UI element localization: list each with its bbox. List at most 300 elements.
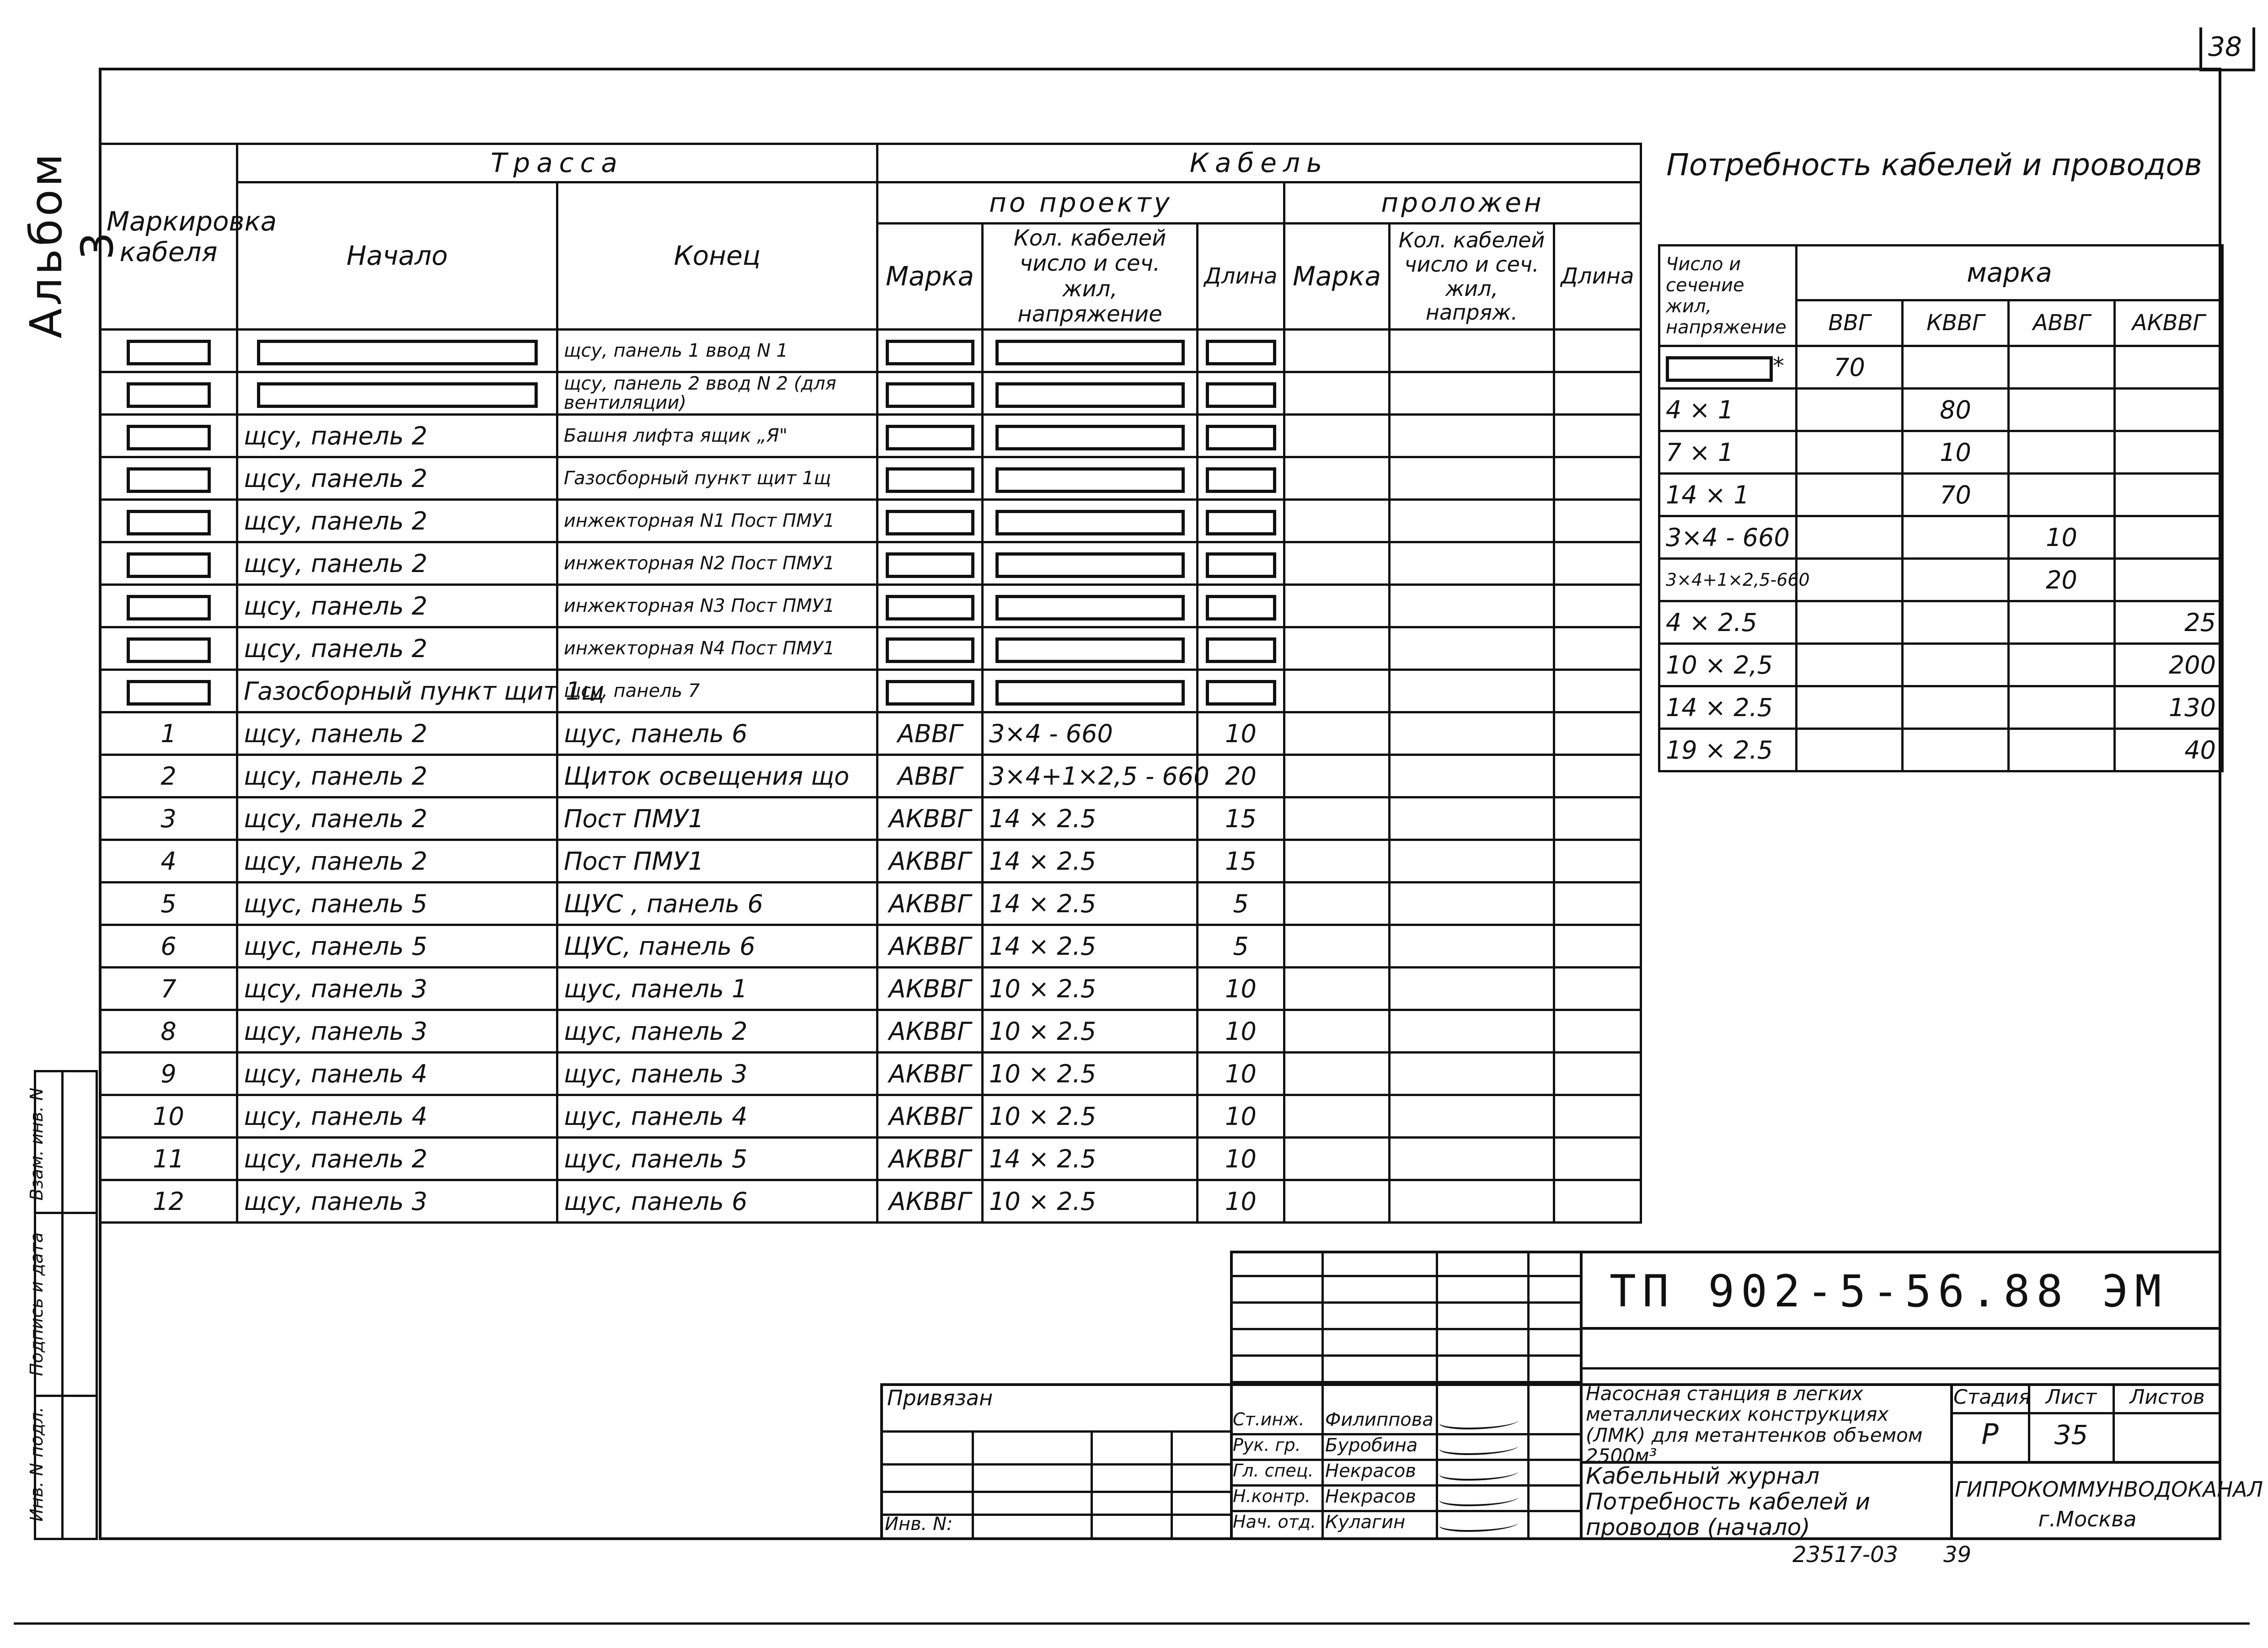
cell-length: 10 [1198, 1010, 1284, 1053]
cell-length-laid [1554, 670, 1641, 712]
cell-end: щус, панель 2 [557, 1010, 877, 1053]
cell-start-box [237, 372, 557, 415]
col-brand-laid: Марка [1284, 224, 1390, 330]
cell-start: щсу, панель 2 [237, 415, 557, 457]
cell-end: ЩУС , панель 6 [557, 883, 877, 925]
cell-mark-box [100, 627, 237, 670]
cell-length-box [1198, 500, 1284, 542]
cell-brand-laid [1284, 1180, 1390, 1223]
cell-length: 15 [1198, 797, 1284, 840]
cable-journal-table [99, 143, 1642, 1224]
cell-length-laid [1554, 925, 1641, 968]
table-row [100, 840, 1641, 883]
table-row [100, 670, 1641, 712]
cell-mark: 4 [100, 840, 237, 883]
cell-length-laid [1554, 585, 1641, 627]
cell-size-box [983, 542, 1198, 585]
blank-box [995, 637, 1185, 663]
sheet-label: Лист [2045, 1386, 2097, 1409]
blank-box [995, 340, 1185, 365]
cell-brand-laid [1284, 372, 1390, 415]
cell-end: щус, панель 6 [557, 1180, 877, 1223]
demand-cell-value [1903, 644, 2009, 686]
blank-box [886, 680, 974, 706]
demand-cell-value [1797, 474, 1903, 516]
table-row [100, 755, 1641, 797]
cell-brand-laid [1284, 1053, 1390, 1095]
col-marking: Маркировка кабеля [100, 144, 237, 330]
demand-cell-value [1797, 559, 1903, 601]
cell-size: 14 × 2.5 [983, 840, 1198, 883]
demand-cell-spec: 19 × 2.5 [1659, 729, 1797, 771]
blank-box [127, 510, 211, 535]
demand-cell-spec: 4 × 1 [1659, 389, 1797, 431]
cell-brand-laid [1284, 627, 1390, 670]
col-count-section-laid: Кол. кабелей число и сеч. жил, напряж. [1390, 224, 1554, 330]
blank-box [886, 340, 974, 365]
col-cable: Кабель [877, 144, 1641, 182]
project-title: Насосная станция в легких металлических конструкциях (ЛМК) для метантенков объемом 2500м³ [1586, 1382, 1923, 1467]
cell-length: 10 [1198, 1180, 1284, 1223]
cell-length-laid [1554, 457, 1641, 500]
blank-box [886, 552, 974, 578]
cell-start: щус, панель 5 [237, 925, 557, 968]
demand-col-brand: марка [1797, 246, 2223, 300]
cell-start: щсу, панель 2 [237, 542, 557, 585]
cell-length: 10 [1198, 1053, 1284, 1095]
cell-size: 3×4+1×2,5 - 660 [983, 755, 1198, 797]
cell-size-laid [1390, 585, 1554, 627]
table-row [100, 542, 1641, 585]
demand-cell-value [1903, 729, 2009, 771]
demand-cell-spec [1659, 346, 1797, 389]
org-name: ГИПРОКОММУНВОДОКАНАЛ [1955, 1477, 2263, 1502]
cell-length-box [1198, 415, 1284, 457]
demand-brand-akvvg: АКВВГ [2115, 300, 2223, 346]
cell-brand: АКВВГ [877, 1138, 983, 1180]
cell-length-laid [1554, 712, 1641, 755]
cell-start: щсу, панель 2 [237, 457, 557, 500]
cell-size-box [983, 585, 1198, 627]
demand-cell-value [2009, 431, 2115, 474]
cell-start: щсу, панель 4 [237, 1095, 557, 1138]
demand-cell-value [2009, 686, 2115, 729]
cell-mark-box [100, 500, 237, 542]
cell-size: 3×4 - 660 [983, 712, 1198, 755]
demand-row [1659, 686, 2223, 729]
demand-cell-value: 25 [2115, 601, 2223, 644]
cell-brand-laid [1284, 797, 1390, 840]
cell-length-laid [1554, 840, 1641, 883]
doc-title: Кабельный журнал Потребность кабелей и проводов (начало) [1586, 1463, 1870, 1541]
cell-length: 15 [1198, 840, 1284, 883]
table-row [100, 372, 1641, 415]
table-row [100, 457, 1641, 500]
cell-size-laid [1390, 627, 1554, 670]
cell-length: 10 [1198, 968, 1284, 1010]
cell-size: 14 × 2.5 [983, 883, 1198, 925]
cell-mark: 8 [100, 1010, 237, 1053]
table-row [100, 797, 1641, 840]
cell-size-laid [1390, 500, 1554, 542]
demand-cell-value [1797, 516, 1903, 559]
table-row [100, 627, 1641, 670]
col-laid: проложен [1284, 182, 1641, 224]
cell-mark: 1 [100, 712, 237, 755]
cell-mark: 11 [100, 1138, 237, 1180]
table-row [100, 1180, 1641, 1223]
table-row [100, 712, 1641, 755]
cell-length-laid [1554, 755, 1641, 797]
demand-row [1659, 431, 2223, 474]
role-name: Кулагин [1325, 1512, 1406, 1533]
cell-brand-laid [1284, 755, 1390, 797]
demand-cell-value [1903, 559, 2009, 601]
sheet-number: 38 [2208, 31, 2242, 62]
role-name: Буробина [1325, 1435, 1418, 1456]
doc-code: ТП 902-5-56.88 ЭМ [1610, 1266, 2168, 1317]
role-label: Ст.инж. [1233, 1409, 1305, 1429]
cell-start: щсу, панель 3 [237, 1010, 557, 1053]
cell-size-laid [1390, 1095, 1554, 1138]
cell-length-laid [1554, 415, 1641, 457]
table-row [100, 330, 1641, 372]
cell-length-box [1198, 372, 1284, 415]
role-name: Некрасов [1325, 1461, 1416, 1482]
demand-cell-value [2009, 474, 2115, 516]
org-city: г.Москва [2038, 1507, 2137, 1531]
cell-mark-box [100, 330, 237, 372]
cell-length: 5 [1198, 883, 1284, 925]
cell-brand: АВВГ [877, 712, 983, 755]
blank-box [886, 510, 974, 535]
cell-end: щсу, панель 7 [557, 670, 877, 712]
side-stamp-inv-replace: Взам. инв. N [27, 1087, 47, 1201]
cell-start: щсу, панель 2 [237, 1138, 557, 1180]
blank-box [995, 552, 1185, 578]
demand-brand-avvg: АВВГ [2009, 300, 2115, 346]
cell-mark-box [100, 372, 237, 415]
cell-brand-laid [1284, 840, 1390, 883]
demand-row [1659, 474, 2223, 516]
demand-row [1659, 516, 2223, 559]
bound-label: Привязан [887, 1386, 993, 1410]
cell-length-box [1198, 627, 1284, 670]
cell-end: Пост ПМУ1 [557, 840, 877, 883]
cell-length-laid [1554, 542, 1641, 585]
table-row [100, 925, 1641, 968]
cell-length-laid [1554, 627, 1641, 670]
cell-brand-laid [1284, 415, 1390, 457]
table-row [100, 883, 1641, 925]
cell-size-laid [1390, 457, 1554, 500]
cell-brand: АКВВГ [877, 1053, 983, 1095]
demand-cell-value [2009, 729, 2115, 771]
stage-label: Стадия [1953, 1386, 2031, 1409]
cell-brand: АВВГ [877, 755, 983, 797]
demand-cell-value [1797, 686, 1903, 729]
cell-start: щсу, панель 2 [237, 627, 557, 670]
demand-row [1659, 644, 2223, 686]
cell-size-box [983, 500, 1198, 542]
cell-mark-box [100, 457, 237, 500]
cell-mark: 3 [100, 797, 237, 840]
blank-box [1206, 595, 1276, 621]
cell-brand-laid [1284, 330, 1390, 372]
album-label: Альбом 3 [21, 151, 123, 338]
cell-end: Пост ПМУ1 [557, 797, 877, 840]
blank-box [1206, 680, 1276, 706]
cell-brand-laid [1284, 585, 1390, 627]
cell-end: щус, панель 3 [557, 1053, 877, 1095]
cell-brand-laid [1284, 457, 1390, 500]
cell-size-laid [1390, 840, 1554, 883]
cell-brand-box [877, 542, 983, 585]
cell-mark-box [100, 542, 237, 585]
cell-end: щсу, панель 2 ввод N 2 (для вентиляции) [557, 372, 877, 415]
cell-size-laid [1390, 925, 1554, 968]
demand-cell-value [1797, 644, 1903, 686]
cell-length-laid [1554, 1053, 1641, 1095]
cell-brand-laid [1284, 968, 1390, 1010]
inv-label: Инв. N: [885, 1514, 953, 1535]
demand-row [1659, 729, 2223, 771]
demand-cell-value [1797, 729, 1903, 771]
demand-brand-kvvg: КВВГ [1903, 300, 2009, 346]
cell-mark-box [100, 670, 237, 712]
cell-size-laid [1390, 1053, 1554, 1095]
demand-row [1659, 389, 2223, 431]
cell-mark: 12 [100, 1180, 237, 1223]
cell-end: инжекторная N4 Пост ПМУ1 [557, 627, 877, 670]
demand-cell-value: 70 [1903, 474, 2009, 516]
demand-cell-value: 70 [1797, 346, 1903, 389]
demand-cell-value: 10 [1903, 431, 2009, 474]
cell-start: щсу, панель 2 [237, 840, 557, 883]
demand-cell-spec: 7 × 1 [1659, 431, 1797, 474]
cell-size-laid [1390, 797, 1554, 840]
cell-length-laid [1554, 1180, 1641, 1223]
demand-title: Потребность кабелей и проводов [1666, 147, 2202, 182]
cell-length-laid [1554, 1138, 1641, 1180]
demand-cell-spec: 3×4 - 660 [1659, 516, 1797, 559]
cell-size: 14 × 2.5 [983, 797, 1198, 840]
blank-box [995, 425, 1185, 450]
role-label: Рук. гр. [1233, 1435, 1301, 1455]
demand-row [1659, 559, 2223, 601]
cell-length-box [1198, 542, 1284, 585]
cell-size: 10 × 2.5 [983, 1053, 1198, 1095]
col-start: Начало [237, 182, 557, 330]
demand-cell-value [1903, 346, 2009, 389]
demand-cell-spec: 4 × 2.5 [1659, 601, 1797, 644]
blank-box [257, 382, 538, 408]
cell-brand-box [877, 330, 983, 372]
cell-start: щсу, панель 2 [237, 755, 557, 797]
blank-box [1206, 425, 1276, 450]
demand-cell-value: 200 [2115, 644, 2223, 686]
cell-size-box [983, 627, 1198, 670]
cell-size-box [983, 457, 1198, 500]
cell-end: Башня лифта ящик „Я" [557, 415, 877, 457]
demand-cell-value: 80 [1903, 389, 2009, 431]
demand-cell-spec: 14 × 2.5 [1659, 686, 1797, 729]
cell-start: щсу, панель 2 [237, 797, 557, 840]
cell-length-laid [1554, 968, 1641, 1010]
cell-brand-laid [1284, 542, 1390, 585]
table-row [100, 1010, 1641, 1053]
cell-brand-box [877, 415, 983, 457]
demand-cell-value [2009, 644, 2115, 686]
cell-brand-laid [1284, 670, 1390, 712]
blank-box [1206, 340, 1276, 365]
role-label: Нач. отд. [1233, 1512, 1316, 1532]
cell-size-laid [1390, 1138, 1554, 1180]
cell-end: щус, панель 5 [557, 1138, 877, 1180]
side-stamp-sign-date: Подпись и дата [27, 1232, 47, 1376]
cell-size-laid [1390, 1180, 1554, 1223]
stage-value: Р [1981, 1418, 1999, 1451]
cell-end: Газосборный пункт щит 1щ [557, 457, 877, 500]
cell-mark: 10 [100, 1095, 237, 1138]
cell-brand: АКВВГ [877, 840, 983, 883]
cell-mark: 9 [100, 1053, 237, 1095]
cell-start: щсу, панель 3 [237, 1180, 557, 1223]
cell-mark: 5 [100, 883, 237, 925]
demand-cell-value [1903, 516, 2009, 559]
blank-box [995, 510, 1185, 535]
asterisk: * [1773, 353, 1784, 380]
demand-brand-vvg: ВВГ [1797, 300, 1903, 346]
cell-brand: АКВВГ [877, 797, 983, 840]
cell-brand-box [877, 457, 983, 500]
cell-length-laid [1554, 1010, 1641, 1053]
cell-size: 14 × 2.5 [983, 1138, 1198, 1180]
cell-length: 10 [1198, 1095, 1284, 1138]
blank-box [886, 637, 974, 663]
blank-box [995, 382, 1185, 408]
cell-brand: АКВВГ [877, 1095, 983, 1138]
cell-brand: АКВВГ [877, 925, 983, 968]
demand-cell-value: 130 [2115, 686, 2223, 729]
blank-box [257, 340, 538, 365]
cell-brand-laid [1284, 1138, 1390, 1180]
cell-size-box [983, 415, 1198, 457]
cell-size-laid [1390, 712, 1554, 755]
cell-end: щус, панель 1 [557, 968, 877, 1010]
cell-size-box [983, 670, 1198, 712]
blank-box [127, 637, 211, 663]
demand-cell-value [1797, 601, 1903, 644]
col-brand: Марка [877, 224, 983, 330]
cell-end: инжекторная N2 Пост ПМУ1 [557, 542, 877, 585]
demand-cell-value [2115, 389, 2223, 431]
table-row [100, 500, 1641, 542]
role-name: Некрасов [1325, 1486, 1416, 1507]
table-row [100, 415, 1641, 457]
cell-size-laid [1390, 542, 1554, 585]
col-route: Трасса [237, 144, 877, 182]
blank-box [1206, 637, 1276, 663]
demand-cell-value [2115, 516, 2223, 559]
cell-brand-laid [1284, 500, 1390, 542]
cell-size: 10 × 2.5 [983, 1095, 1198, 1138]
demand-cell-value [2009, 389, 2115, 431]
cell-length-laid [1554, 1095, 1641, 1138]
demand-cell-value [1903, 686, 2009, 729]
cell-brand: АКВВГ [877, 968, 983, 1010]
demand-cell-value [2009, 601, 2115, 644]
demand-cell-spec: 10 × 2,5 [1659, 644, 1797, 686]
cell-size-laid [1390, 1010, 1554, 1053]
blank-box [1206, 510, 1276, 535]
blank-box [995, 680, 1185, 706]
cell-size-laid [1390, 330, 1554, 372]
cell-length-box [1198, 670, 1284, 712]
blank-box [127, 382, 211, 408]
blank-box [127, 467, 211, 493]
cell-size: 10 × 2.5 [983, 1180, 1198, 1223]
demand-cell-value: 10 [2009, 516, 2115, 559]
cell-size-laid [1390, 968, 1554, 1010]
cell-size-box [983, 330, 1198, 372]
footer-page: 39 [1943, 1542, 1972, 1568]
demand-row [1659, 601, 2223, 644]
blank-box [886, 467, 974, 493]
cell-size: 10 × 2.5 [983, 1010, 1198, 1053]
cell-brand: АКВВГ [877, 883, 983, 925]
demand-cell-value [2115, 346, 2223, 389]
cell-size-box [983, 372, 1198, 415]
blank-box [1206, 552, 1276, 578]
table-row [100, 1138, 1641, 1180]
demand-table [1658, 244, 2224, 772]
cell-start: щсу, панель 2 [237, 585, 557, 627]
cell-end: щус, панель 6 [557, 712, 877, 755]
blank-box [886, 595, 974, 621]
blank-box [127, 552, 211, 578]
cell-length: 10 [1198, 1138, 1284, 1180]
cell-size-laid [1390, 755, 1554, 797]
side-stamp-inv-orig: Инв. N подл. [27, 1407, 47, 1522]
cell-brand-laid [1284, 1010, 1390, 1053]
demand-cell-value [2009, 346, 2115, 389]
table-row [100, 585, 1641, 627]
demand-cell-value: 40 [2115, 729, 2223, 771]
cell-start: щсу, панель 3 [237, 968, 557, 1010]
table-row [100, 1053, 1641, 1095]
blank-box [886, 425, 974, 450]
cell-brand: АКВВГ [877, 1180, 983, 1223]
cell-brand-laid [1284, 925, 1390, 968]
cell-length-laid [1554, 797, 1641, 840]
table-row [100, 968, 1641, 1010]
cell-length-box [1198, 330, 1284, 372]
cell-length: 20 [1198, 755, 1284, 797]
blank-box [127, 680, 211, 706]
cell-length-laid [1554, 500, 1641, 542]
cell-end: инжекторная N3 Пост ПМУ1 [557, 585, 877, 627]
cell-size-laid [1390, 415, 1554, 457]
role-name: Филиппова [1325, 1409, 1434, 1430]
cell-brand-box [877, 627, 983, 670]
footer-code: 23517-03 [1792, 1542, 1899, 1568]
blank-box [127, 595, 211, 621]
col-count-section: Кол. кабелей число и сеч. жил, напряжение [983, 224, 1198, 330]
cell-brand-laid [1284, 712, 1390, 755]
table-row [100, 1095, 1641, 1138]
cell-mark: 2 [100, 755, 237, 797]
